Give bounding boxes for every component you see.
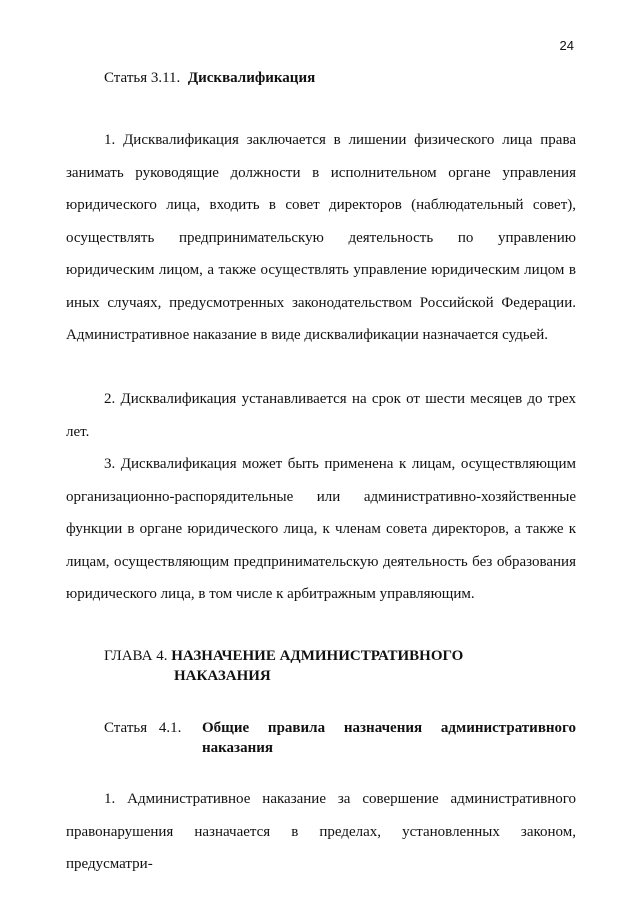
article-4-1-label: Статья 4.1. — [104, 720, 182, 736]
article-3-11-label: Статья 3.11. — [104, 70, 181, 86]
page-number: 24 — [559, 38, 574, 53]
chapter-4-title-line1: НАЗНАЧЕНИЕ АДМИНИСТРАТИВНОГО — [171, 648, 464, 664]
chapter-4-label: ГЛАВА 4. — [104, 648, 168, 664]
paragraph-4-1-1: 1. Административное наказание за совершение административного правонарушения назначается в пределах, установленных законом, предусматри- — [66, 791, 576, 872]
article-4-1-title — [202, 718, 576, 758]
paragraph-3-11-1: 1. Дисквалификация заключается в лишении физического лица права занимать руководящие должности в исполнительном органе управления юридического лица, входить в совет директоров (наблюдательный совет), осуществлять предпринимательскую деятельность по управлению юридическим лицом, а также осуществлять управление юридическим лицом в иных случаях, предусмотренных законодательством Российской Федерации. Административное наказание в виде дисквалификации назначается судьей. — [66, 132, 576, 343]
article-3-11-heading — [104, 68, 315, 88]
article-4-1-title-line2: наказания — [202, 740, 273, 756]
chapter-4-title-line2: НАКАЗАНИЯ — [174, 668, 271, 684]
article-4-1-heading — [104, 718, 576, 758]
chapter-4-heading — [104, 646, 463, 686]
article-4-1-title-line1: Общие правила назначения административного — [202, 720, 576, 736]
article-3-11-title: Дисквалификация — [187, 70, 316, 86]
paragraph-3-11-3: 3. Дисквалификация может быть применена к лицам, осуществляющим организационно-распорядительные или административно-хозяйственные функции в органе юридического лица, к членам совета директоров, а также к лицам, осуществляющим предпринимательскую деятельность без образования юридического лица, в том числе к арбитражным управляющим. — [66, 456, 576, 602]
paragraph-3-11-2: 2. Дисквалификация устанавливается на срок от шести месяцев до трех лет. — [66, 391, 576, 440]
